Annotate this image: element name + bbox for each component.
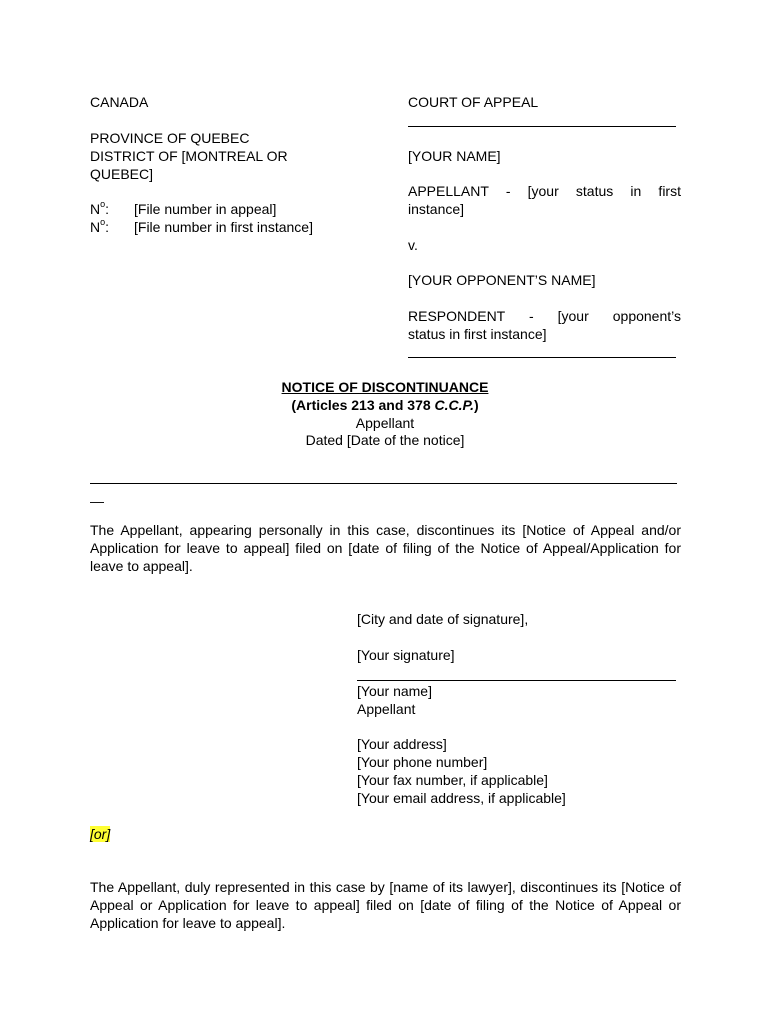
- discontinuance-paragraph-represented: The Appellant, duly represented in this case by [name of its lawyer], discontinues its [Notice of Appeal or Application for leave to appeal] filed on [date of filing of the Notice of Appeal or Application for leave to appeal].: [90, 879, 681, 931]
- or-highlight: [or]: [90, 826, 111, 842]
- or-separator: [90, 825, 110, 843]
- file-number-first-row: [90, 218, 313, 236]
- district-line-2: QUEBEC]: [90, 166, 154, 182]
- respondent-status-line-1: RESPONDENT - [your opponent’s: [408, 308, 681, 324]
- signature-line-label: [Your signature]: [357, 647, 455, 663]
- court-label: COURT OF APPEAL: [408, 94, 539, 110]
- opponent-name: [YOUR OPPONENT’S NAME]: [408, 272, 596, 288]
- section-separator: [90, 483, 677, 484]
- file-number-label: $N^o$:: [90, 217, 110, 235]
- signer-email: [Your email address, if applicable]: [357, 790, 566, 806]
- respondent-status-line-2: status in first instance]: [408, 326, 547, 342]
- signer-role: Appellant: [357, 701, 416, 717]
- party-label: Appellant: [355, 415, 415, 431]
- signature-city-date: [City and date of signature],: [357, 611, 529, 627]
- articles-reference: (Articles 213 and 378 C.C.P.): [291, 397, 479, 413]
- file-number-label: $N^o$:: [90, 199, 110, 217]
- appellant-status-line-2: instance]: [408, 201, 465, 217]
- country-label: CANADA: [90, 94, 149, 110]
- signer-address: [Your address]: [357, 736, 447, 752]
- signer-fax: [Your fax number, if applicable]: [357, 772, 548, 788]
- notice-title: NOTICE OF DISCONTINUANCE: [281, 379, 489, 395]
- district-line-1: DISTRICT OF [MONTREAL OR: [90, 148, 288, 164]
- signer-phone: [Your phone number]: [357, 754, 488, 770]
- signer-name: [Your name]: [357, 683, 432, 699]
- appellant-name: [YOUR NAME]: [408, 148, 501, 164]
- versus-label: v.: [408, 237, 418, 253]
- signature-line: [357, 680, 676, 681]
- file-number-appeal: [File number in appeal]: [134, 201, 277, 217]
- respondent-underline: [408, 357, 676, 358]
- discontinuance-paragraph-personal: The Appellant, appearing personally in this case, discontinues its [Notice of Appeal and/or Application for leave to appeal] filed on [date of filing of the Notice of Appeal/Application for leave to appeal].: [90, 522, 681, 574]
- province-label: PROVINCE OF QUEBEC: [90, 130, 250, 146]
- appellant-status-line-1: APPELLANT - [your status in first: [408, 183, 681, 199]
- separator-tail: —: [90, 493, 104, 509]
- court-underline: [408, 126, 676, 127]
- file-number-first-instance: [File number in first instance]: [134, 219, 313, 235]
- file-number-appeal-row: [90, 200, 276, 218]
- notice-date: Dated [Date of the notice]: [305, 432, 465, 448]
